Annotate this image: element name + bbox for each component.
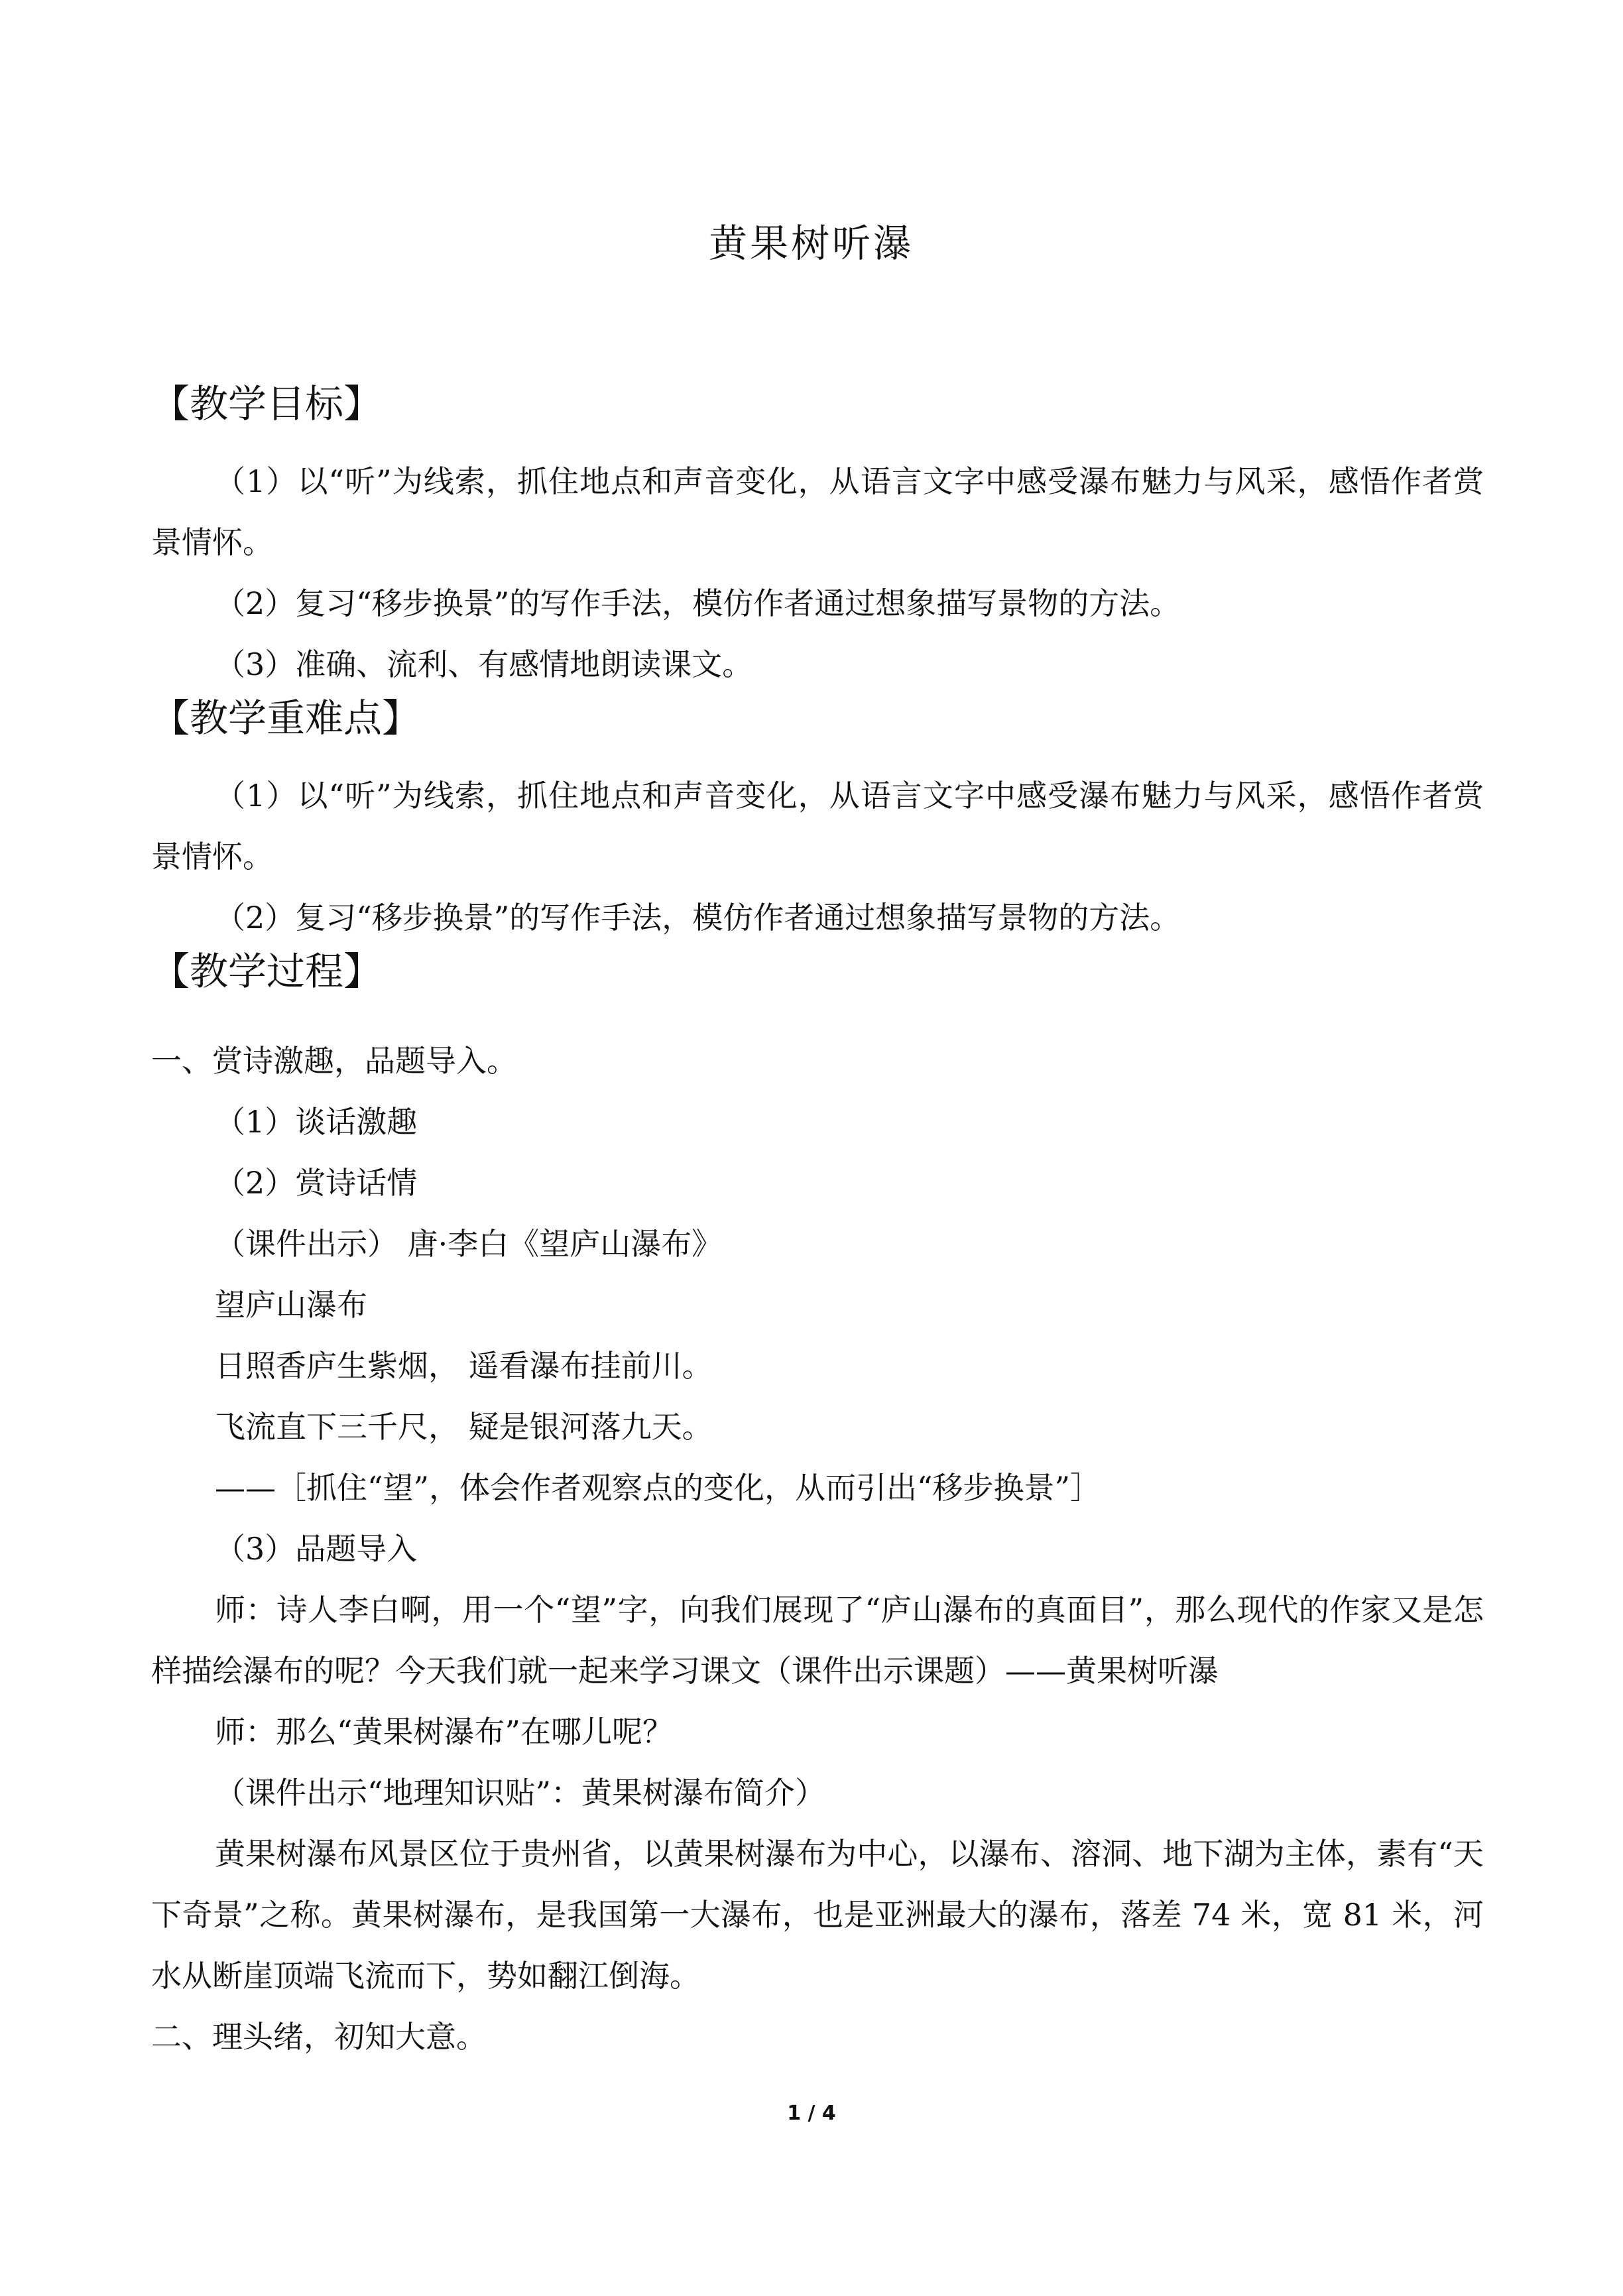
process-part1-line-7: ——［抓住“望”，体会作者观察点的变化，从而引出“移步换景”］ [215, 1470, 1101, 1506]
process-part1-line-5: 日照香庐生紫烟， 遥看瀑布挂前川。 [215, 1348, 713, 1384]
key-point-item-1: （1）以“听”为线索，抓住地点和声音变化，从语言文字中感受瀑布魅力与风采，感悟作者赏景情怀。 [151, 778, 1484, 875]
page-number: 1 / 4 [787, 2102, 836, 2125]
courseware-line: （课件出示“地理知识贴”：黄果树瀑布简介） [215, 1775, 826, 1811]
process-part1-line-3: （课件出示） 唐·李白《望庐山瀑布》 [215, 1226, 723, 1262]
process-part1-line-8: （3）品题导入 [215, 1531, 418, 1567]
key-point-item-2: （2）复习“移步换景”的写作手法，模仿作者通过想象描写景物的方法。 [215, 900, 1181, 936]
goal-item-1: （1）以“听”为线索，抓住地点和声音变化，从语言文字中感受瀑布魅力与风采，感悟作者赏景情怀。 [151, 463, 1484, 560]
document-content [151, 378, 1484, 2067]
teacher-text-1: 师：诗人李白啊，用一个“望”字，向我们展现了“庐山瀑布的真面目”，那么现代的作家又是怎样描绘瀑布的呢？今天我们就一起来学习课文（课件出示课题）——黄果树听瀑 [151, 1592, 1484, 1689]
goal-item-3: （3）准确、流利、有感情地朗读课文。 [215, 646, 753, 682]
process-part1-line-1: （1）谈话激趣 [215, 1104, 418, 1140]
intro-paragraph: 黄果树瀑布风景区位于贵州省，以黄果树瀑布为中心，以瀑布、溶洞、地下湖为主体，素有“天下奇景”之称。黄果树瀑布，是我国第一大瀑布，也是亚洲最大的瀑布，落差 74 米，宽 81 米，河水从断崖顶端飞流而下，势如翻江倒海。 [151, 1836, 1484, 1994]
process-part1-line-6: 飞流直下三千尺， 疑是银河落九天。 [215, 1409, 713, 1445]
process-part1-line-2: （2）赏诗话情 [215, 1165, 418, 1201]
teacher-text-2: 师：那么“黄果树瀑布”在哪儿呢？ [215, 1714, 674, 1750]
process-part2-title: 二、理头绪，初知大意。 [151, 2019, 487, 2055]
section-heading-key-points: 【教学重难点】 [151, 695, 421, 741]
section-heading-process: 【教学过程】 [151, 949, 383, 994]
process-part1-title: 一、赏诗激趣，品题导入。 [151, 1043, 517, 1079]
process-part1-line-4: 望庐山瀑布 [215, 1287, 367, 1323]
document-title: 黄果树听瀑 [708, 221, 914, 266]
goal-item-2: （2）复习“移步换景”的写作手法，模仿作者通过想象描写景物的方法。 [215, 585, 1181, 621]
section-heading-goals: 【教学目标】 [151, 381, 383, 426]
